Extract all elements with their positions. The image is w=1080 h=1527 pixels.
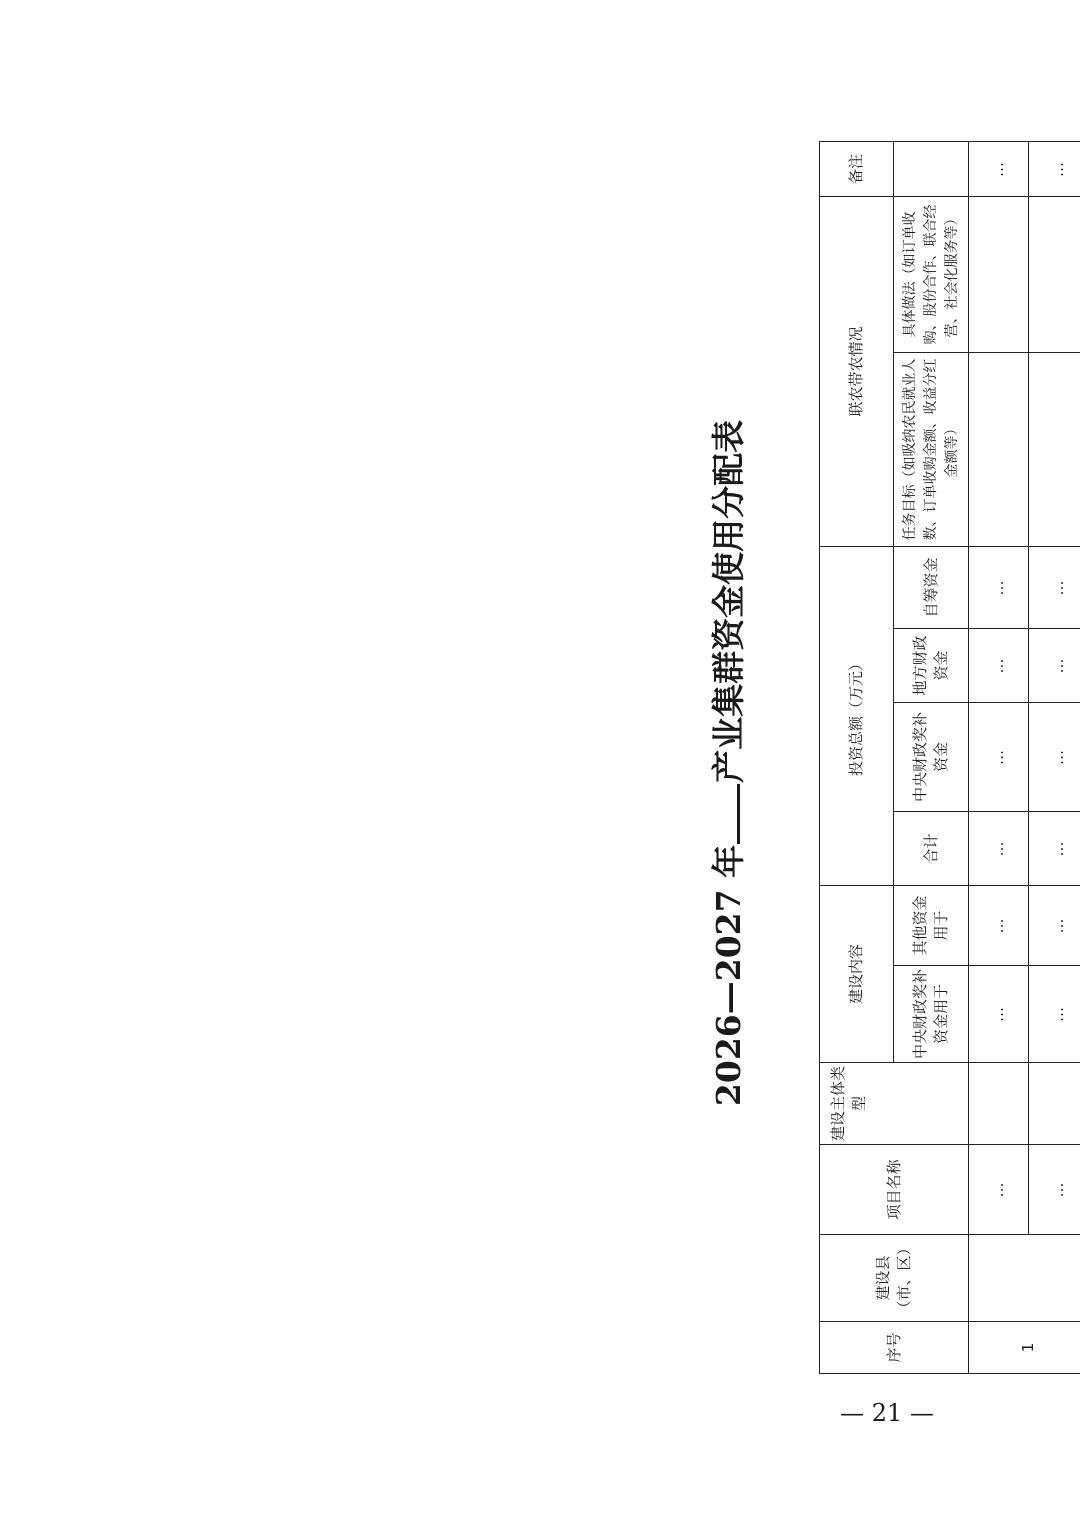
cell-self-fund: … (1029, 546, 1080, 628)
cell-other-use: … (1029, 885, 1080, 965)
header-other-use: 其他资金用于 (894, 885, 969, 965)
table-row (1029, 141, 1080, 1373)
rotated-sheet (710, 152, 1080, 1374)
cell-total: … (969, 811, 1029, 885)
cell-central-use: … (1029, 966, 1080, 1063)
cell-entity-type (1029, 1063, 1080, 1145)
header-self-fund: 自筹资金 (894, 546, 969, 628)
header-total: 合计 (894, 811, 969, 885)
cell-self-fund: … (969, 546, 1029, 628)
allocation-table (819, 141, 1080, 1374)
page-number: — 21 — (840, 1399, 934, 1427)
table-row (969, 141, 1029, 1373)
cell-local-fund: … (1029, 628, 1080, 702)
cell-central-fund: … (1029, 702, 1080, 811)
header-central-fund: 中央财政奖补资金 (894, 702, 969, 811)
header-local-fund: 地方财政资金 (894, 628, 969, 702)
cell-entity-type (969, 1063, 1029, 1145)
header-seq: 序号 (820, 1322, 969, 1374)
cell-local-fund: … (969, 628, 1029, 702)
row-county (969, 1235, 1080, 1322)
header-central-use: 中央财政奖补资金用于 (894, 966, 969, 1063)
header-remarks: 备注 (820, 141, 894, 196)
cell-project-name: … (969, 1145, 1029, 1235)
cell-project-name: … (1029, 1145, 1080, 1235)
header-entity-type: 建设主体类型 (820, 1063, 969, 1145)
header-county: 建设县（市、区） (820, 1235, 969, 1322)
title-blank (707, 784, 740, 844)
cell-remarks: … (969, 141, 1029, 196)
header-linkage: 联农带农情况 (820, 196, 894, 546)
cell-targets (969, 352, 1029, 546)
header-targets: 任务目标（如吸纳农民就业人数、订单收购金额、收益分红金额等） (894, 352, 969, 546)
title-years: 2026—2027 年 (709, 844, 748, 1107)
cell-central-fund: … (969, 702, 1029, 811)
header-remarks-blank (894, 141, 969, 196)
header-project-name: 项目名称 (820, 1145, 969, 1235)
page-title (706, 152, 756, 1374)
row-seq: 1 (969, 1322, 1080, 1374)
cell-total: … (1029, 811, 1080, 885)
cell-methods (969, 196, 1029, 352)
cell-central-use: … (969, 966, 1029, 1063)
header-investment: 投资总额（万元） (820, 546, 894, 885)
header-row-1 (820, 141, 894, 1373)
header-construction: 建设内容 (820, 885, 894, 1062)
cell-remarks: … (1029, 141, 1080, 196)
title-text: 产业集群资金使用分配表 (709, 419, 748, 783)
cell-targets (1029, 352, 1080, 546)
header-methods: 具体做法（如订单收购、股份合作、联合经营、社会化服务等） (894, 196, 969, 352)
cell-methods (1029, 196, 1080, 352)
cell-other-use: … (969, 885, 1029, 965)
